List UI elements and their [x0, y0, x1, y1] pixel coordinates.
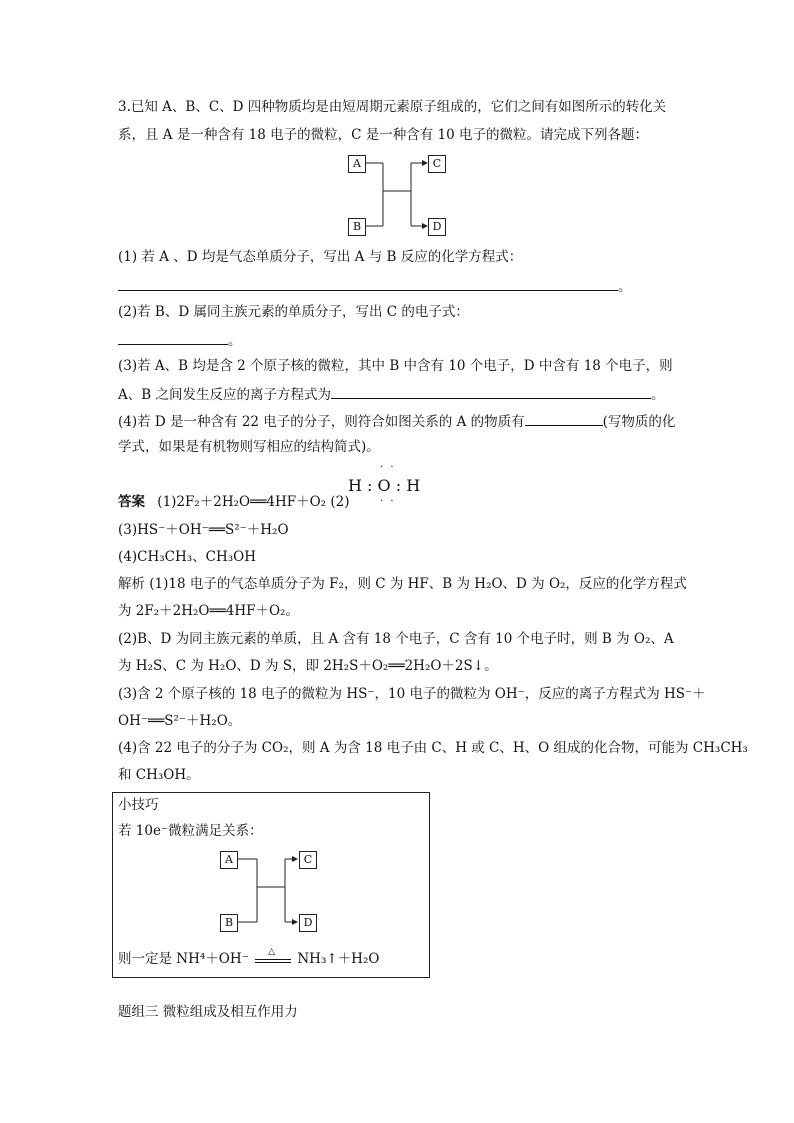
- part-3-text-2: A、B 之间发生反应的离子方程式为: [118, 387, 331, 403]
- question-line-2: 系，且 A 是一种含有 18 电子的微粒，C 是一种含有 10 电子的微粒。请完成下列各题：: [118, 127, 648, 143]
- part-3-text-1: (3)若 A、B 均是含 2 个原子核的微粒，其中 B 中含有 10 个电子，D 中含有 18 个电子，则: [118, 358, 673, 374]
- lewis-dots-bottom: · ·: [380, 496, 396, 507]
- answer-4: (4)CH₃CH₃、CH₃OH: [118, 549, 257, 565]
- analysis-line-8: 和 CH₃OH。: [118, 767, 200, 783]
- answer-1-2: (1)2F₂＋2H₂O══4HF＋O₂ (2): [157, 494, 350, 510]
- part-3-period: 。: [650, 387, 665, 403]
- tip-conclusion-right: NH₃↑＋H₂O: [297, 951, 380, 967]
- node-c: C: [428, 155, 446, 173]
- lewis-structure: H : O : H: [348, 476, 421, 495]
- analysis-line-1: 解析 (1)18 电子的气态单质分子为 F₂，则 C 为 HF、B 为 H₂O、D 为 O₂，反应的化学方程式: [118, 576, 687, 592]
- tip-node-c: C: [299, 851, 317, 869]
- answer-blank-4[interactable]: [525, 411, 603, 426]
- tip-node-d: D: [299, 914, 317, 932]
- analysis-line-5: (3)含 2 个原子核的 18 电子的微粒为 HS⁻，10 电子的微粒为 OH⁻，反应的离子方程式为 HS⁻＋: [118, 686, 706, 702]
- heat-equals-sign: [255, 947, 291, 963]
- lewis-dots-top: · ·: [380, 462, 396, 473]
- part-4-text-1a: (4)若 D 是一种含有 22 电子的分子，则符合如图关系的 A 的物质有: [118, 414, 525, 430]
- answer-label: 答案: [118, 494, 145, 510]
- part-4-answer-row: [118, 411, 675, 431]
- heat-triangle-icon: △: [268, 947, 275, 957]
- tip-node-b: B: [220, 914, 238, 932]
- analysis-line-4: 为 H₂S、C 为 H₂O、D 为 S，即 2H₂S＋O₂══2H₂O＋2S↓。: [118, 658, 498, 674]
- answer-blank-2[interactable]: [118, 330, 228, 345]
- tip-conclusion-left: 则一定是 NH⁴＋OH⁻: [118, 951, 249, 967]
- section-heading: 题组三 微粒组成及相互作用力: [118, 1004, 298, 1020]
- tip-conclusion: [118, 947, 380, 968]
- node-b: B: [348, 218, 366, 236]
- part-4-text-1b: (写物质的化: [602, 414, 676, 430]
- tip-intro: 若 10e⁻微粒满足关系：: [118, 823, 263, 839]
- analysis-line-7: (4)含 22 电子的分子为 CO₂，则 A 为含 18 电子由 C、H 或 C、H、O 组成的化合物，可能为 CH₃CH₃: [118, 740, 748, 756]
- answer-3: (3)HS⁻＋OH⁻══S²⁻＋H₂O: [118, 522, 289, 538]
- part-4-text-2: 学式，如果是有机物则写相应的结构简式)。: [118, 439, 380, 455]
- answer-blank-1[interactable]: [118, 276, 618, 291]
- node-a: A: [348, 155, 366, 173]
- part-1-answer-row: [118, 276, 632, 296]
- tip-node-a: A: [220, 851, 238, 869]
- part-2-answer-row: [118, 330, 242, 350]
- node-d: D: [428, 218, 446, 236]
- part-3-answer-row: [118, 384, 664, 404]
- analysis-line-3: (2)B、D 为同主族元素的单质，且 A 含有 18 个电子，C 含有 10 个电子时，则 B 为 O₂、A: [118, 631, 674, 647]
- analysis-line-2: 为 2F₂＋2H₂O══4HF＋O₂。: [118, 603, 299, 619]
- part-1-text: (1) 若 A 、D 均是气态单质分子，写出 A 与 B 反应的化学方程式：: [118, 249, 523, 265]
- tip-title: 小技巧: [118, 797, 159, 813]
- analysis-line-6: OH⁻══S²⁻＋H₂O。: [118, 713, 242, 729]
- answer-line-1: [118, 493, 350, 511]
- part-2-period: 。: [228, 333, 242, 349]
- answer-blank-3[interactable]: [331, 384, 651, 399]
- part-1-period: 。: [618, 279, 632, 295]
- question-line-1: 3.已知 A、B、C、D 四种物质均是由短周期元素原子组成的，它们之间有如图所示的转化关: [118, 99, 667, 115]
- part-2-text: (2)若 B、D 属同主族元素的单质分子，写出 C 的电子式：: [118, 304, 469, 320]
